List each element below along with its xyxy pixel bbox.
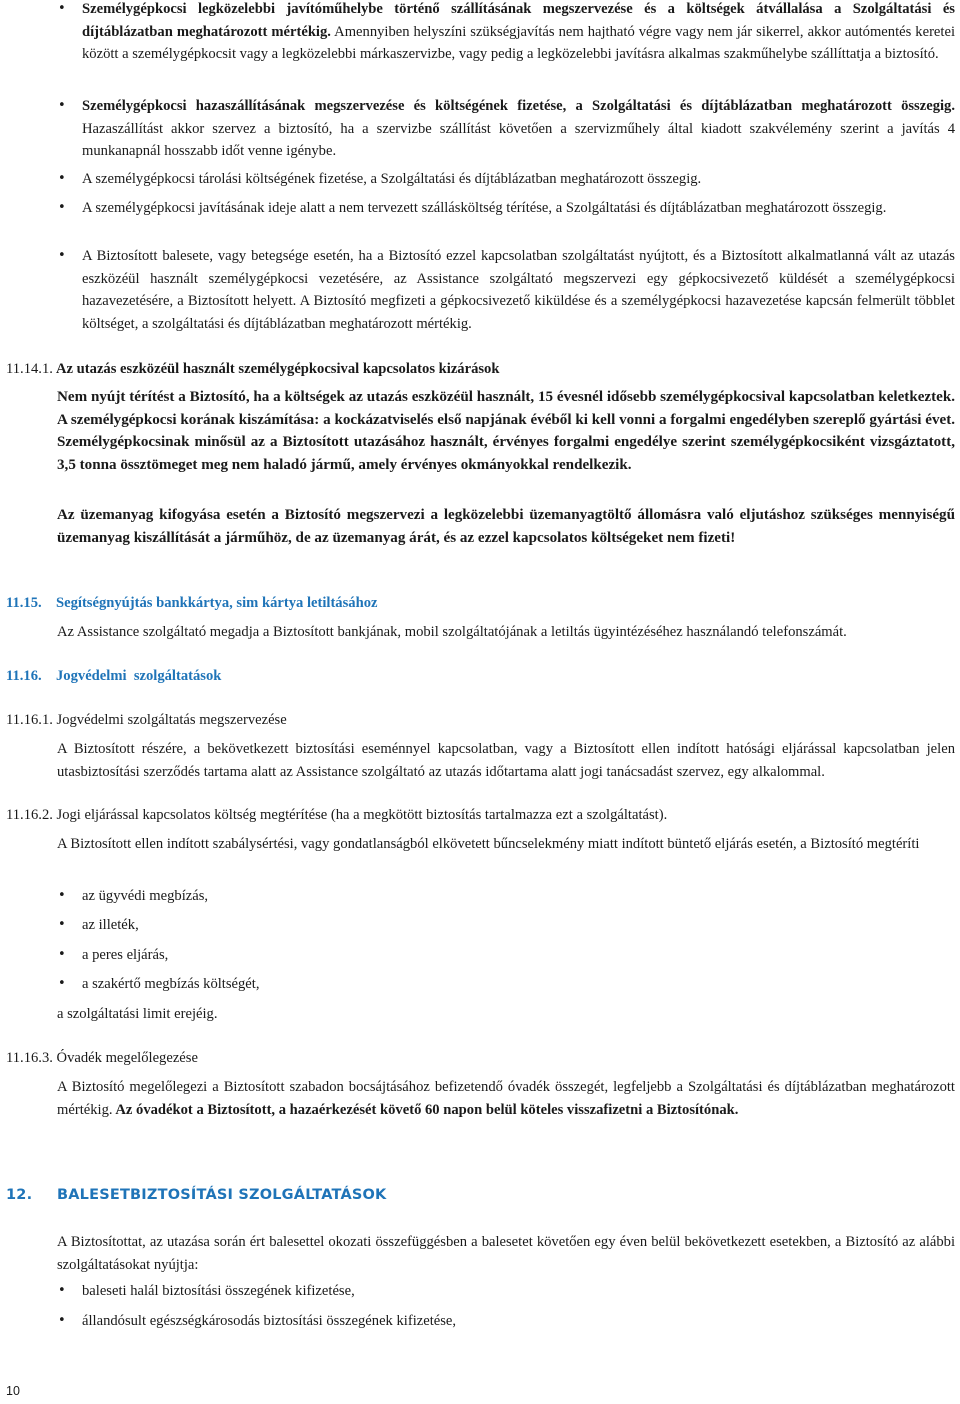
chapter-title: BALESETBIZTOSÍTÁSI SZOLGÁLTATÁSOK [57,1187,387,1203]
bullet-bold-text: Személygépkocsi hazaszállításának megszervezése és költségének fizetése, a Szolgáltatási és díjtáblázatban meghatározott összegig. [82,98,955,114]
bullet-bold-text: Személygépkocsi legközelebbi javítóműhelybe történő szállításának megszervezése és a költségek átvállalása a Szolgáltatási és díjtáblázatban meghatározott mértékig. [82,1,955,40]
list-item [82,245,955,335]
list-item: • baleseti halál biztosítási összegének kifizetése, [82,1280,955,1303]
chapter-heading-12 [6,1184,387,1207]
chapter-text: A Biztosítottat, az utazása során ért balesettel okozati összefüggésben a balesetet követően egy éven belül bekövetkezett esetekben, a Biztosító az alábbi szolgáltatásokat nyújtja: [57,1234,955,1273]
list-item: • az illeték, [82,914,955,937]
section-text: Az Assistance szolgáltató megadja a Biztosított bankjának, mobil szolgáltatójának a letiltás ügyintézéséhez használandó telefonszámát. [57,624,847,640]
subsection-heading-11-16-3: 11.16.3. Óvadék megelőlegezése [6,1050,198,1066]
list-item [82,168,955,191]
section-heading-11-14-1 [6,358,499,381]
section-title: Segítségnyújtás bankkártya, sim kártya letiltásához [56,595,378,611]
deposit-bold-text: Az óvadékot a Biztosított, a hazaérkezését követő 60 napon belül köteles visszafizetni a Biztosítónak. [112,1101,739,1118]
subsection-heading-11-16-1: 11.16.1. Jogvédelmi szolgáltatás megszervezése [6,712,287,728]
list-item [82,197,955,220]
section-number: 11.16. [6,668,42,684]
page-number: 10 [6,1384,20,1398]
subsection-text: A Biztosított részére, a bekövetkezett biztosítási eseménnyel kapcsolatban, vagy a Biztosított ellen indított hatósági eljárással kapcsolatban jelen utasbiztosítási szerződés tartama alatt az Assistance szolgáltató az utazás időtartama alatt jogi tanácsadást szervez, egy alkalommal. [57,741,955,780]
section-heading-11-15 [6,592,377,615]
list-item [82,95,955,163]
list-item: • a szakértő megbízás költségét, [82,973,955,996]
deposit-text: A Biztosító megelőlegezi a Biztosított szabadon bocsájtásához befizetendő óvadék összegét, legfeljebb a Szolgáltatási és díjtáblázatban meghatározott mértékig. [57,1079,955,1118]
chapter-number: 12. [6,1187,33,1203]
subsection-text: A Biztosított ellen indított szabálysértési, vagy gondatlanságból elkövetett bűncselekmény miatt indított büntető eljárás esetén, a Biztosító megtéríti [57,836,920,852]
section-title: Jogvédelmi szolgáltatások [56,668,222,684]
list-item: • az ügyvédi megbízás, [82,885,955,908]
section-number: 11.15. [6,595,42,611]
bullet-text: A Biztosított balesete, vagy betegsége esetén, ha a Biztosító ezzel kapcsolatban szolgáltatást nyújtott, és a Biztosított alkalmatlanná vált az utazás eszközéül használt személygépkocsi vezetésére, az Assistance szolgáltató megszervezi egy gépkocsivezető küldését a személygépkocsi hazavezetésére, a Biztosított helyett. A Biztosító megfizeti a gépkocsivezető kiküldése és a személygépkocsi hazavezetése kapcsán felmerült többlet költséget, a szolgáltatási és díjtáblázatban meghatározott mértékig. [82,248,955,332]
list-item [82,0,955,66]
exclusions-paragraph: Nem nyújt térítést a Biztosító, ha a költségek az utazás eszközéül használt, 15 évesnél idősebb személygépkocsival kapcsolatban keletkeztek. A személygépkocsi korának kiszámítása: a kockázatviselés első napjának évéből ki kell vonni a forgalmi engedélyben szereplő gyártási évet. Személygépkocsinak minősül az a Biztosított utazásához használt, érvényes forgalmi engedélye szerint személygépkocsiként vizsgáztatott, 3,5 tonna össztömeget meg nem haladó jármű, amely érvényes okmányokkal rendelkezik. [57,389,955,473]
list-item: • a peres eljárás, [82,944,955,967]
bullet-text: A személygépkocsi javításának ideje alatt a nem tervezett szállásköltség térítése, a Szolgáltatási és díjtáblázatban meghatározott összegig. [82,200,887,216]
bullet-text: Amennyiben helyszíni szükségjavítás nem hajtható végre vagy nem jár sikerrel, akkor autómentés keretei között a személygépkocsit vagy a legközelebbi márkaszervizbe, vagy pedig a legközelebbi javításra alkalmas szakműhelybe szállíttatja a biztosító. [82,23,955,62]
bullet-text: A személygépkocsi tárolási költségének fizetése, a Szolgáltatási és díjtáblázatban meghatározott összegig. [82,171,702,187]
subsection-text [57,1076,955,1121]
list-item: • állandósult egészségkárosodás biztosítási összegének kifizetése, [82,1310,955,1333]
subsection-heading-11-16-2: 11.16.2. Jogi eljárással kapcsolatos költség megtérítése (ha a megkötött biztosítás tartalmazza ezt a szolgáltatást). [6,807,668,823]
section-number: 11.14.1. [6,361,53,377]
section-heading-11-16 [6,665,221,688]
fuel-paragraph: Az üzemanyag kifogyása esetén a Biztosító megszervezi a legközelebbi üzemanyagtöltő állomásra való eljutáshoz szükséges mennyiségű üzemanyag kiszállítását a járműhöz, de az üzemanyag árát, és az ezzel kapcsolatos költségeket nem fizeti! [57,507,955,546]
bullet-text: Hazaszállítást akkor szervez a biztosító, ha a szervizbe szállítást követően a szervizműhely által kiadott szakvélemény szerint a javítás 4 munkanapnál hosszabb időt venne igénybe. [82,120,955,159]
section-title: Az utazás eszközéül használt személygépkocsival kapcsolatos kizárások [56,361,500,377]
limit-text: a szolgáltatási limit erejéig. [57,1006,218,1022]
